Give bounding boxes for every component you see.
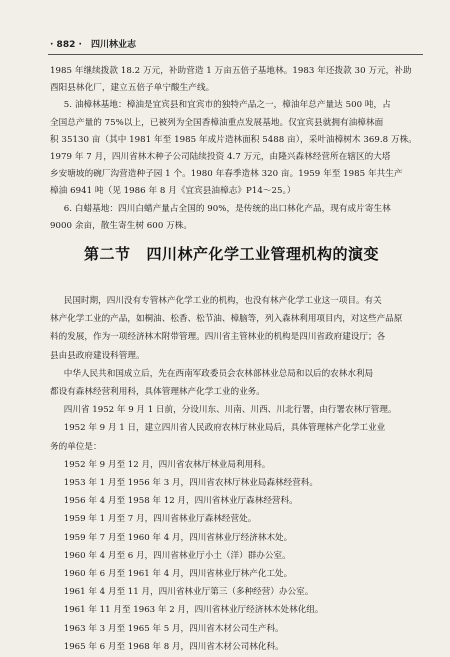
text-line: 酉阳县林化厂，建立五倍子单宁酸生产线。 xyxy=(50,83,215,94)
text-line: 5. 油樟林基地：樟油是宜宾县和宜宾市的独特产品之一，樟油年总产量达 500 吨，占 xyxy=(63,100,391,111)
upper-text-block xyxy=(50,63,422,235)
book-title: 四川林业志 xyxy=(91,40,137,50)
text-line: 9000 余亩，散生寄生树 600 万株。 xyxy=(50,220,193,231)
text-line: 四川省 1952 年 9 月 1 日前，分设川东、川南、川西、川北行署，由行署农林厅管理。 xyxy=(63,405,397,416)
timeline-entry: 1961 年 11 月至 1963 年 2 月，四川省林业厅经济林木处林化组。 xyxy=(63,605,324,616)
timeline-entry: 1956 年 4 月至 1958 年 12 月，四川省林业厅森林经营科。 xyxy=(63,496,298,507)
timeline-entry: 1961 年 4 月至 11 月，四川省林业厅第三（多种经营）办公室。 xyxy=(63,587,314,598)
text-line: 乡安塘坡的碗厂沟营造种子园 1 个。1980 年春季造林 320 亩。1959 年至 1985 年共生产 xyxy=(50,169,403,180)
text-line: 6. 白蜡基地：四川白蜡产量占全国的 90%，是传统的出口林化产品，现有成片寄生林 xyxy=(63,203,391,214)
lower-text-block xyxy=(50,292,422,656)
text-line: 积 35130 亩（其中 1981 年至 1985 年成片造林面积 5488 亩），采叶油樟树木 369.8 万株。 xyxy=(50,134,417,145)
timeline-entry: 1965 年 6 月至 1968 年 8 月，四川省木材公司林化科。 xyxy=(63,641,284,652)
timeline-entry: 1953 年 1 月至 1956 年 3 月，四川省农林厅林业局森林经营科。 xyxy=(63,478,319,489)
text-line: 1979 年 7 月，四川省林木种子公司陆续投资 4.7 万元，由隆兴森林经营所在辖区的大塔 xyxy=(50,152,391,163)
timeline-entry: 1960 年 4 月至 6 月，四川省林业厅小土（洋）群办公室。 xyxy=(63,550,291,561)
timeline-entry: 1959 年 1 月至 7 月，四川省林业厅森林经营处。 xyxy=(63,514,257,525)
timeline-entry: 1963 年 3 月至 1965 年 5 月，四川省木材公司生产科。 xyxy=(63,623,284,634)
text-line: 民国时期，四川没有专管林产化学工业的机构，也没有林产化学工业这一项目。有关 xyxy=(63,296,382,306)
running-header xyxy=(50,37,420,50)
text-line: 樟油 6941 吨（见 1986 年 8 月《宜宾县油樟志》P14～25。） xyxy=(50,186,296,197)
timeline-entry: 1959 年 7 月至 1960 年 4 月，四川省林业厅经济林木处。 xyxy=(63,532,293,543)
section-number: 第二节 xyxy=(84,245,131,263)
text-line: 全国总产量的 75%以上，已被列为全国香樟油重点发展基地。仅宜宾县就拥有油樟林面 xyxy=(50,117,384,128)
section-title-text: 四川林产化学工业管理机构的演变 xyxy=(146,245,380,263)
timeline-entry: 1952 年 9 月至 12 月，四川省农林厅林业局利用科。 xyxy=(63,459,271,470)
text-line: 料的发展，作为一项经济林木附带管理。四川省主管林业的机构是四川省政府建设厅；各 xyxy=(50,332,386,343)
header-divider xyxy=(48,54,423,55)
text-line: 中华人民共和国成立后，先在西南军政委员会农林部林业总局和以后的农林水利局 xyxy=(63,368,374,379)
page-number: · 882 · xyxy=(50,40,82,50)
text-line: 林产化学工业的产品，如桐油、松香、松节油、樟脑等，列入森林利用项目内，对这些产品原 xyxy=(50,314,403,325)
text-line: 务的单位是： xyxy=(50,441,102,452)
timeline-entry: 1960 年 6 月至 1961 年 4 月，四川省林业厅林产化工处。 xyxy=(63,569,293,580)
text-line: 1985 年继续拨款 18.2 万元，补助营造 1 万亩五倍子基地林。1983 年还拨款 30 万元，补助 xyxy=(50,66,412,76)
text-line: 都设有森林经营利用科，具体管理林产化学工业的业务。 xyxy=(50,387,265,398)
section-heading xyxy=(84,243,404,264)
text-line: 县由县政府建设科管理。 xyxy=(50,350,145,361)
text-line: 1952 年 9 月 1 日，建立四川省人民政府农林厅林业局后，具体管理林产化学工业业 xyxy=(63,423,386,434)
